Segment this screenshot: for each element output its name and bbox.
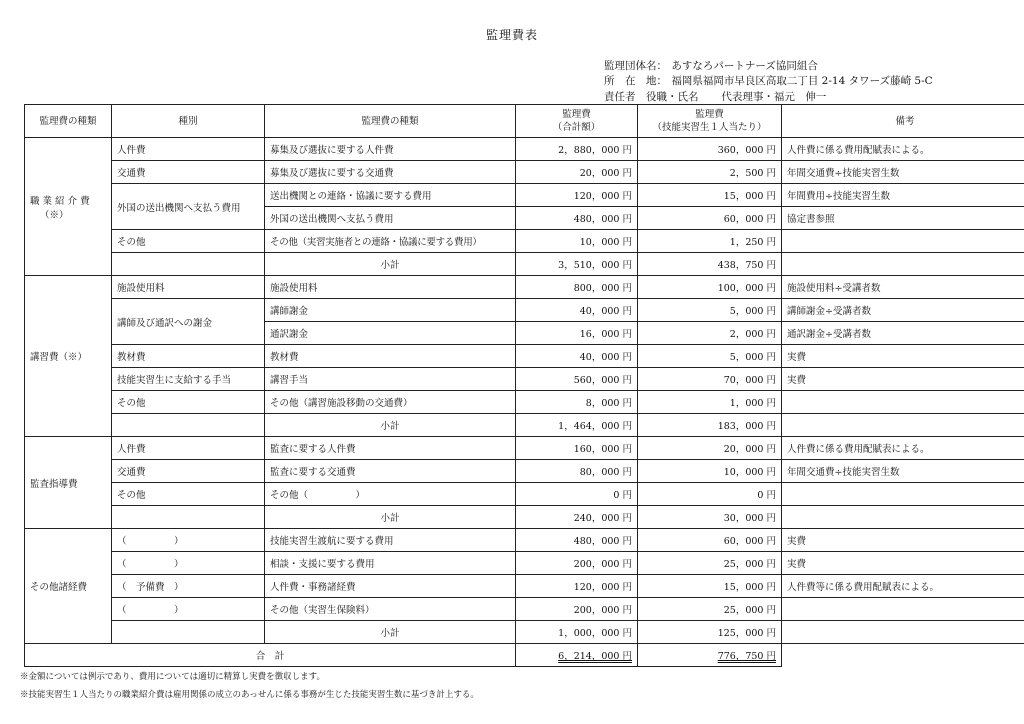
table-row: 外国の送出機関へ支払う費用 480，000 円 60，000 円 協定書参照 <box>25 207 1024 230</box>
table-row: 職 業 紹 介 費 （※） 人件費 募集及び選抜に要する人件費 2，880，000 円 360，000 円 人件費に係る費用配賦表による。 <box>25 138 1024 161</box>
org-line <box>604 58 818 73</box>
col-header-item: 監理費の種類 <box>265 105 516 138</box>
footnote-2: ※技能実習生１人当たりの職業紹介費は雇用関係の成立のあっせんに係る事務が生じた技能実習生数に基づき計上する。 <box>20 690 479 700</box>
address-line <box>604 73 933 88</box>
subtotal-row: 小計 240，000 円 30，000 円 <box>25 506 1024 529</box>
org-key: 監理団体名： <box>604 60 667 72</box>
col-header-category: 監理費の種類 <box>25 105 112 138</box>
page-title: 監理費表 <box>485 28 538 42</box>
subtotal-row: 小計 1，464，000 円 183，000 円 <box>25 414 1024 437</box>
fee-table <box>24 104 1024 667</box>
footnote-1: ※金額については例示であり、費用については適切に精算し実費を徴収します。 <box>20 672 325 682</box>
table-row: 交通費 募集及び選抜に要する交通費 20，000 円 2，500 円 年間交通費÷技能実習生数 <box>25 161 1024 184</box>
table-row: 技能実習生に支給する手当 講習手当 560，000 円 70，000 円 実費 <box>25 368 1024 391</box>
subtotal-row: 小計 3，510，000 円 438，750 円 <box>25 253 1024 276</box>
grand-total-label: 合 計 <box>25 644 516 667</box>
responsible-line <box>604 89 826 104</box>
table-row: 講習費（※） 施設使用料 施設使用料 800，000 円 100，000 円 施設使用料÷受講者数 <box>25 276 1024 299</box>
address-value: 福岡県福岡市早良区高取二丁目 2-14 タワーズ藤崎 5-C <box>671 75 933 87</box>
grand-total-per-trainee: 776，750 円 <box>638 644 782 667</box>
address-key: 所 在 地： <box>604 75 667 87</box>
table-row: 講師及び通訳への謝金 講師謝金 40，000 円 5，000 円 講師謝金÷受講者数 <box>25 299 1024 322</box>
table-header-row <box>25 105 1024 138</box>
col-header-per: 監理費 （技能実習生１人当たり） <box>638 105 782 138</box>
col-header-total: 監理費 （合計額） <box>516 105 638 138</box>
table-row: 交通費 監査に要する交通費 80，000 円 10，000 円 年間交通費÷技能実習生数 <box>25 460 1024 483</box>
grand-total-amount: 6，214，000 円 <box>516 644 638 667</box>
category-cell-audit: 監査指導費 <box>25 437 112 529</box>
category-cell-placement: 職 業 紹 介 費 （※） <box>25 138 112 276</box>
table-row: 監査指導費 人件費 監査に要する人件費 160，000 円 20，000 円 人件費に係る費用配賦表による。 <box>25 437 1024 460</box>
category-cell-training: 講習費（※） <box>25 276 112 437</box>
table-row: （ ） 相談・支援に要する費用 200，000 円 25，000 円 実費 <box>25 552 1024 575</box>
table-row: 外国の送出機関へ支払う費用 送出機関との連絡・協議に要する費用 120，000 円 15，000 円 年間費用÷技能実習生数 <box>25 184 1024 207</box>
table-row: （ 予備費 ） 人件費・事務諸経費 120，000 円 15，000 円 人件費等に係る費用配賦表による。 <box>25 575 1024 598</box>
org-value: あすなろパートナーズ協同組合 <box>671 60 818 72</box>
col-header-kind: 種別 <box>112 105 265 138</box>
table-row: 教材費 教材費 40，000 円 5，000 円 実費 <box>25 345 1024 368</box>
subtotal-row: 小計 1，000，000 円 125，000 円 <box>25 621 1024 644</box>
table-row: （ ） その他（実習生保険料） 200，000 円 25，000 円 <box>25 598 1024 621</box>
table-row: その他 その他（講習施設移動の交通費） 8，000 円 1，000 円 <box>25 391 1024 414</box>
responsible-key: 責任者 役職・氏名 <box>604 91 699 103</box>
table-row: その他 その他（実習実施者との連絡・協議に要する費用） 10，000 円 1，250 円 <box>25 230 1024 253</box>
col-header-remark: 備考 <box>782 105 1024 138</box>
table-row: その他 その他（ ） 0 円 0 円 <box>25 483 1024 506</box>
category-cell-misc: その他諸経費 <box>25 529 112 644</box>
grand-total-row <box>25 644 1024 667</box>
table-row: その他諸経費 （ ） 技能実習生渡航に要する費用 480，000 円 60，000 円 実費 <box>25 529 1024 552</box>
table-row: 通訳謝金 16，000 円 2，000 円 通訳謝金÷受講者数 <box>25 322 1024 345</box>
responsible-value: 代表理事・福元 伸一 <box>721 91 827 103</box>
